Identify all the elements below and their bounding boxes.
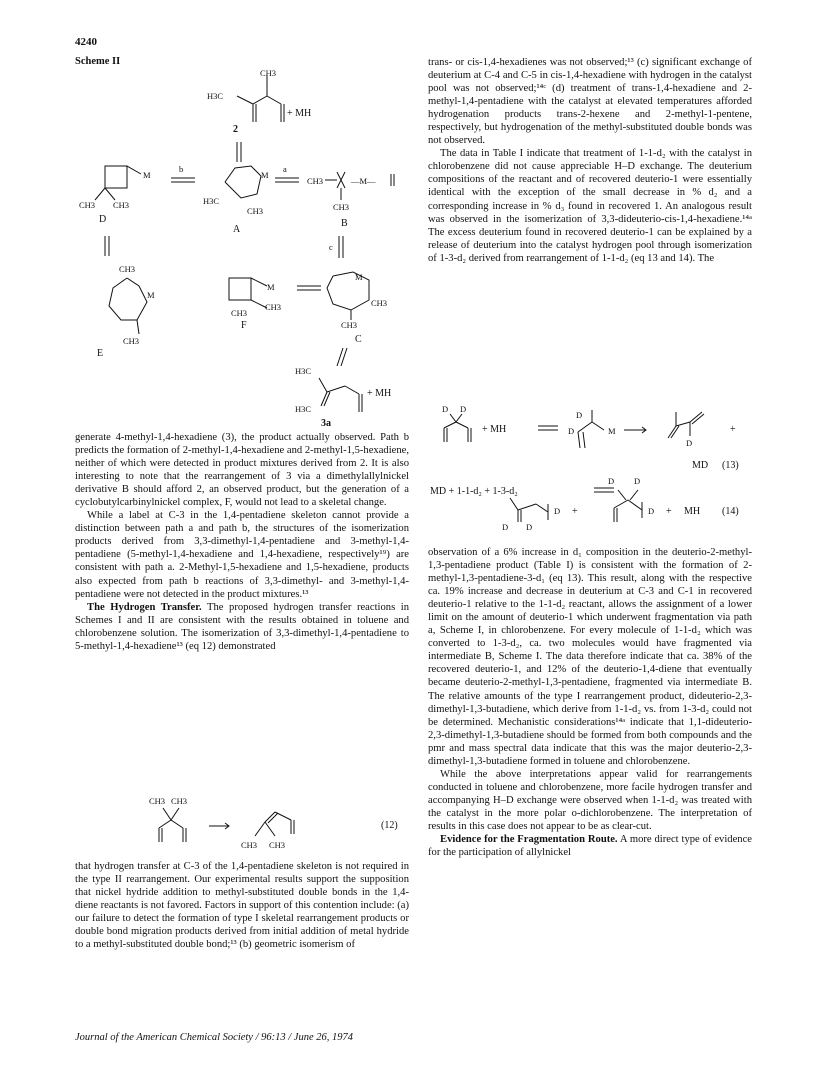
equations-13-14 (428, 398, 752, 542)
h3c-3a-2: H3C (295, 404, 312, 414)
left-column-text (75, 431, 409, 653)
m-label-c: M (355, 272, 363, 282)
ch3-b-2: CH3 (333, 202, 350, 212)
compound-d-label: D (99, 214, 107, 225)
ch3-e-2: CH3 (123, 336, 140, 346)
eq13-d-3: D (576, 410, 583, 420)
scheme-title: Scheme II (75, 56, 121, 67)
eq12-ch3-3: CH3 (241, 840, 258, 850)
compound-b-label: B (341, 218, 348, 229)
eq13-md: MD (692, 460, 709, 471)
arrow-b-label: b (179, 164, 184, 174)
left-column-text-2 (75, 860, 409, 951)
eq13-d-1: D (442, 404, 449, 414)
mh-label-3a: + MH (367, 388, 392, 399)
eq14-d-6: D (648, 506, 655, 516)
ch3-f-2: CH3 (231, 308, 248, 318)
compound-a-label: A (233, 224, 241, 235)
paragraph: trans- or cis-1,4-hexadienes was not observed;¹³ (c) significant exchange of deuterium at C-4 and C-5 in cis-1,4-hexadiene with hydrogen in the catalyst pool was not observed;¹⁴ᶜ (d) treatment of trans-1,4-hexadiene and 2-methyl-1,4-pentadiene with the catalyst at elevated temperatures afforded hydrogenation products trans-2-hexene and 2-methyl-1-pentene, respectively, but hydrogenation of the methyl-substituted double bonds was not observed. (428, 57, 752, 147)
eq12-ch3-4: CH3 (269, 840, 286, 850)
bond-m-b: —M— (351, 176, 376, 186)
eq13-d-2: D (460, 404, 467, 414)
page-number: 4240 (75, 36, 97, 48)
paragraph: While a label at C-3 in the 1,4-pentadiene skeleton cannot provide a distinction between path a and path b, the structures of the isomerization products derived from 3,3-dimethyl-1,4-pentadiene and 3-methyl-1,4-pentadiene (5-methyl-1,4-hexadiene and 1,4-hexadiene, respectively¹⁹) are consistent with path a. 2-Methyl-1,5-hexadiene and 1,5-hexadiene, products also expected from path b reactions of 3,3-dimethyl- and 3-methyl-1,4-pentadiene were not detected in the product mixtures.¹³ (75, 510, 409, 600)
ch3-label: CH3 (260, 68, 277, 78)
m-label-a: M (261, 170, 269, 180)
ch3-d-2: CH3 (113, 200, 130, 210)
paragraph: The data in Table I indicate that treatment of 1-1-d₂ with the catalyst in chlorobenzene did not cause appreciable H–D exchange. The deuterium compositions of the reactant and of recovered deuterio-1 were essentially identical with the exception of the small decrease in % d₂ and a corresponding increase in % d₃ found in recovered 1. An analogous result was observed in the isomerization of 3,3-dideuterio-cis-1,4-hexadiene.¹⁴ᵃ The excess deuterium found in recovered deuterio-1 can be explained by a release of deuterium into the catalyst hydrogen pool through isomerization of 1-3-d₂ derived from rearrangement of 1-1-d₂ (eq 13 and 14). The (428, 148, 752, 264)
ch3-a: CH3 (247, 206, 264, 216)
ch3-c-2: CH3 (341, 320, 358, 330)
compound-a-structure (225, 166, 261, 198)
eq13-plus: + (730, 424, 736, 435)
ch3-b: CH3 (307, 176, 324, 186)
right-column-text (428, 56, 752, 265)
right-column-text-2 (428, 546, 752, 859)
eq13-mh: + MH (482, 424, 507, 435)
compound-e-label: E (97, 348, 104, 359)
compound-f-label: F (241, 320, 247, 331)
h3c-a: H3C (203, 196, 220, 206)
mh-label: + MH (287, 108, 312, 119)
arrow-a-label: a (283, 164, 287, 174)
eq14-d-5: D (554, 506, 561, 516)
ch3-f-1: CH3 (265, 302, 282, 312)
m-label-e: M (147, 290, 155, 300)
scheme-diagram (75, 66, 420, 430)
h3c-label: H3C (207, 91, 224, 101)
compound-2-label: 2 (233, 124, 238, 135)
section-heading: The Hydrogen Transfer. (87, 601, 202, 613)
compound-c-label: C (355, 334, 362, 345)
paragraph: observation of a 6% increase in d₁ composition in the deuterio-2-methyl-1,3-pentadiene product (Table I) is consistent with the formation of 2-methyl-1,3-pentadiene-3-d₁ (eq 13). This result, along with the respective ca. 19% increase and decrease in deuterium at C-3 and C-1 in recovered deuterio-1 relative to the 1-1-d₂ reactant, allows the assignment of a lower limit on the amount of deuterio-1 which underwent fragmentation via path a, Scheme I, in chlorobenzene. For every molecule of 1-1-d₂ which was converted to 1-3-d₂, ca. two molecules would have fragmented via intermediate B, Scheme I. The data therefore indicate that ca. 38% of the recovered deuterio-1, and 12% of the deuterio-1,4-diene that eventually became deuterio-2-methyl-1,3-pentadiene, fragmented via intermediate B. The relative amounts of the type I rearrangement product, dideuterio-2,3-dimethyl-1,3-butadiene, which derive from 1-1-d₂ vs. from 1-3-d₂ could not be determined. Mechanistic considerations¹⁴ᵃ indicate that 1,1-dideuterio-2,3-dimethyl-1,3-butadiene should be formed from both compounds and the pmr and mass spectral data indicate that this was the major deuterio-2,3-dimethyl-1,3-butadiene formed in toluene and chlorobenzene. (428, 547, 752, 767)
eq14-d-4: D (526, 522, 533, 532)
paragraph-fragmentation (428, 833, 752, 859)
compound-e-structure (109, 278, 147, 334)
m-label-f: M (267, 282, 275, 292)
compound-f-structure (229, 278, 267, 308)
equation-12 (75, 792, 409, 856)
journal-footer: Journal of the American Chemical Society / 96:13 / June 26, 1974 (75, 1032, 353, 1043)
eq14-plus-1: + (572, 506, 578, 517)
eq14-number: (14) (722, 506, 739, 517)
m-label-d: M (143, 170, 151, 180)
eq14-d-2: D (634, 476, 641, 486)
section-heading: Evidence for the Fragmentation Route. (440, 834, 618, 846)
h3c-3a-1: H3C (295, 366, 312, 376)
compound-c-structure (327, 272, 369, 320)
eq12-number: (12) (381, 820, 398, 831)
eq14-d-3: D (502, 522, 509, 532)
compound-3a-label: 3a (321, 418, 331, 429)
paragraph-text: A more direct type of evidence for the participation of allylnickel (428, 834, 752, 859)
eq14-plus-2: + (666, 506, 672, 517)
paragraph: While the above interpretations appear valid for rearrangements conducted in toluene and chlorobenzene, more facile hydrogen transfer and accompanying H–D exchange were observed when 1-1-d₂ was treated with the catalyst in the more polar o-dichlorobenzene. The interpretation of results in this case does not appear to be as clear-cut. (428, 768, 752, 832)
eq13-d-4: D (568, 426, 575, 436)
eq14-mh: MH (684, 506, 701, 517)
ch3-c-1: CH3 (371, 298, 388, 308)
eq13-d-5: D (686, 438, 693, 448)
ch3-e-1: CH3 (119, 264, 136, 274)
arrow-c-label: c (329, 242, 333, 252)
compound-2-structure (237, 76, 284, 122)
paragraph-text: The proposed hydrogen transfer reactions in Schemes I and II are consistent with the results obtained in toluene and chlorobenzene solution. The isomerization of 3,3-dimethyl-1,4-pentadiene to 5-methyl-1,4-hexadiene¹³ (eq 12) demonstrated (75, 601, 409, 652)
eq12-ch3-2: CH3 (171, 796, 188, 806)
eq14-d-1: D (608, 476, 615, 486)
paragraph-hydrogen-transfer (75, 601, 409, 653)
compound-3a-structure (319, 378, 362, 412)
eq12-ch3-1: CH3 (149, 796, 166, 806)
paragraph: that hydrogen transfer at C-3 of the 1,4-pentadiene skeleton is not required in the type II rearrangement. Our experimental results support the supposition that nickel hydride addition to methyl-substituted double bonds in the 1,4-diene reactants is not favored. Factors in support of this contention include: (a) our failure to detect the formation of type I skeletal rearrangement products or double bond migration products derived from initial addition of metal hydride to a methyl-substituted double bond;¹³ (b) geometric isomerism of (75, 861, 409, 951)
paragraph: generate 4-methyl-1,4-hexadiene (3), the product actually observed. Path b predicts the formation of 2-methyl-1,4-hexadiene and 2-methyl-1,5-hexadiene, neither of which were detected in product mixtures derived from 2. It is also interesting to note that the rearrangement of 3 via a dimethylallylnickel derivative B should afford 2, an observed product, but the generation of a cyclobutylcarbinylnickel complex, F, would not lead to a skeletal change. (75, 432, 409, 509)
eq13-m: M (608, 426, 616, 436)
ch3-d-1: CH3 (79, 200, 96, 210)
eq13-number: (13) (722, 460, 739, 471)
compound-d-structure (95, 166, 141, 200)
eq14-lhs: MD + 1-1-d₂ + 1-3-d₂ (430, 486, 518, 497)
